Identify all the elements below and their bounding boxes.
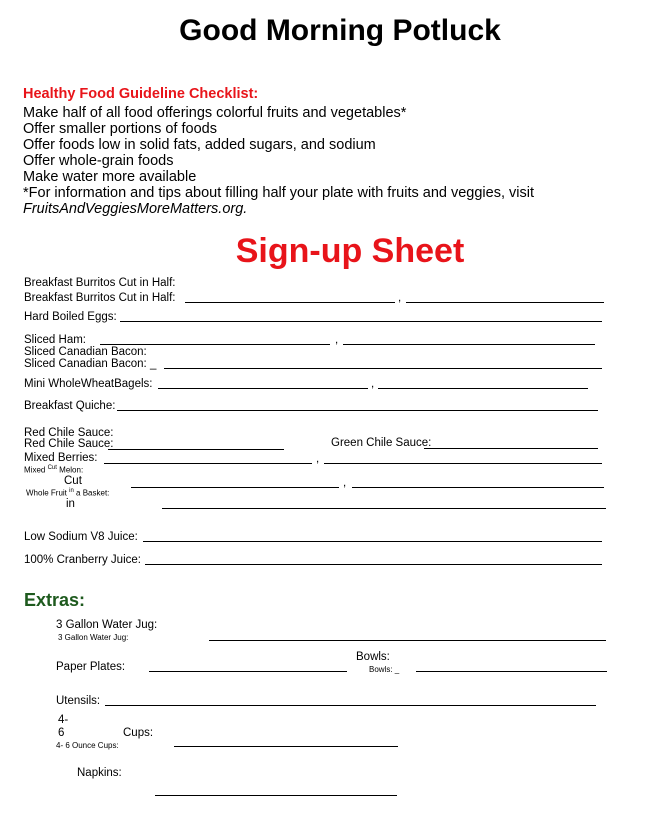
burritos-label-2: Breakfast Burritos Cut in Half: bbox=[24, 292, 176, 304]
melon-label: Mixed $^{Cut}$ Melon: bbox=[24, 465, 84, 475]
guideline-link[interactable]: FruitsAndVeggiesMoreMatters.org. bbox=[23, 201, 248, 217]
green-chile-field[interactable] bbox=[424, 448, 598, 449]
comma: , bbox=[398, 292, 402, 304]
quiche-field[interactable] bbox=[117, 410, 598, 411]
melon-field-2[interactable] bbox=[352, 487, 604, 488]
guideline-heading: Healthy Food Guideline Checklist: bbox=[23, 86, 259, 102]
red-chile-label: Red Chile Sauce: bbox=[24, 427, 114, 439]
cups-num-label-2: 6 bbox=[58, 727, 65, 739]
ham-field-2[interactable] bbox=[343, 344, 595, 345]
eggs-field[interactable] bbox=[120, 321, 602, 322]
cups-label: Cups: bbox=[123, 727, 154, 739]
guideline-item: *For information and tips about filling half your plate with fruits and veggies, visit bbox=[23, 185, 534, 201]
whole-fruit-label: Whole Fruit $^{in}$ a Basket: bbox=[26, 488, 110, 498]
guideline-item: Make water more available bbox=[23, 169, 197, 185]
plates-label: Paper Plates: bbox=[56, 661, 126, 673]
plates-field[interactable] bbox=[149, 671, 347, 672]
cups-label-2: 4- 6 Ounce Cups: bbox=[56, 741, 119, 750]
green-chile-label: Green Chile Sauce: bbox=[331, 437, 432, 449]
berries-label: Mixed Berries: bbox=[24, 452, 98, 464]
utensils-label: Utensils: bbox=[56, 695, 101, 707]
melon-field-1[interactable] bbox=[131, 487, 339, 488]
jug-label: 3 Gallon Water Jug: bbox=[56, 619, 158, 631]
bowls-field[interactable] bbox=[416, 671, 607, 672]
bagels-field-1[interactable] bbox=[158, 388, 368, 389]
v8-field[interactable] bbox=[143, 541, 602, 542]
bagels-field-2[interactable] bbox=[378, 388, 588, 389]
guideline-item: Offer whole-grain foods bbox=[23, 153, 174, 169]
comma: , bbox=[335, 334, 339, 346]
ham-label: Sliced Ham: bbox=[24, 334, 86, 346]
bowls-label-2: Bowls: _ bbox=[369, 665, 400, 674]
burritos-field-1[interactable] bbox=[185, 302, 395, 303]
bacon-label: Sliced Canadian Bacon: bbox=[24, 346, 147, 358]
utensils-field[interactable] bbox=[105, 705, 596, 706]
bacon-label-2: Sliced Canadian Bacon: _ bbox=[24, 358, 157, 370]
red-chile-field[interactable] bbox=[108, 449, 284, 450]
v8-label: Low Sodium V8 Juice: bbox=[24, 531, 138, 543]
page-title: Good Morning Potluck bbox=[179, 14, 501, 47]
burritos-field-2[interactable] bbox=[406, 302, 604, 303]
cranberry-label: 100% Cranberry Juice: bbox=[24, 554, 141, 566]
ham-field-1[interactable] bbox=[100, 344, 330, 345]
jug-label-2: 3 Gallon Water Jug: bbox=[58, 633, 129, 642]
signup-title: Sign-up Sheet bbox=[235, 232, 465, 270]
bowls-label: Bowls: bbox=[356, 651, 390, 663]
burritos-label: Breakfast Burritos Cut in Half: bbox=[24, 277, 176, 289]
extras-heading: Extras: bbox=[24, 590, 86, 610]
cups-num-label: 4- bbox=[58, 714, 69, 726]
guideline-item: Offer smaller portions of foods bbox=[23, 121, 217, 137]
in-label: in bbox=[66, 498, 75, 510]
bagels-label: Mini WholeWheatBagels: bbox=[24, 378, 153, 390]
napkins-field[interactable] bbox=[155, 795, 397, 796]
cut-label: Cut bbox=[64, 475, 82, 487]
berries-field-2[interactable] bbox=[324, 463, 602, 464]
quiche-label: Breakfast Quiche: bbox=[24, 400, 116, 412]
comma: , bbox=[343, 477, 347, 489]
napkins-label: Napkins: bbox=[77, 767, 122, 779]
eggs-label: Hard Boiled Eggs: bbox=[24, 311, 117, 323]
bacon-field[interactable] bbox=[164, 368, 602, 369]
red-chile-label-2: Red Chile Sauce: bbox=[24, 438, 114, 450]
comma: , bbox=[316, 453, 320, 465]
cranberry-field[interactable] bbox=[145, 564, 602, 565]
cups-field[interactable] bbox=[174, 746, 398, 747]
guideline-item: Offer foods low in solid fats, added sugars, and sodium bbox=[23, 137, 376, 153]
jug-field[interactable] bbox=[209, 640, 606, 641]
comma: , bbox=[371, 378, 375, 390]
guideline-item: Make half of all food offerings colorful fruits and vegetables* bbox=[23, 105, 407, 121]
whole-fruit-field[interactable] bbox=[162, 508, 606, 509]
berries-field-1[interactable] bbox=[104, 463, 312, 464]
